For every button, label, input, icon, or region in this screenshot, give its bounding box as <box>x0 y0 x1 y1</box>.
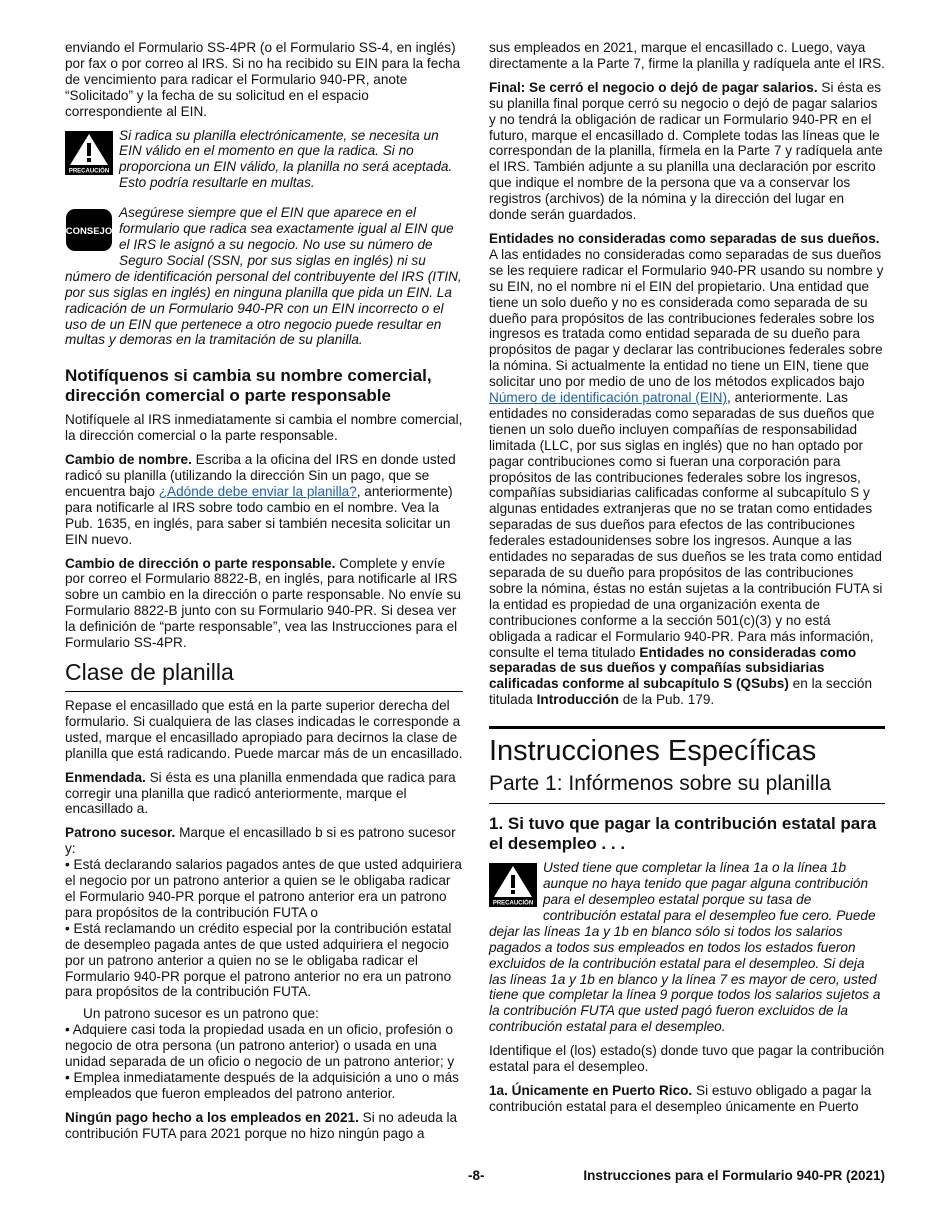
caution-icon <box>489 863 537 907</box>
address-change-head: Cambio de dirección o parte responsable. <box>65 555 336 571</box>
section-divider <box>489 726 885 729</box>
notify-paragraph: Notifíquele al IRS inmediatamente si cambia el nombre comercial, la dirección comercial o la parte responsable. <box>65 412 463 444</box>
puerto-rico-head: 1a. Únicamente en Puerto Rico. <box>489 1082 693 1098</box>
tip-icon <box>65 208 113 252</box>
amended-head: Enmendada. <box>65 769 146 785</box>
caution-icon <box>65 131 113 175</box>
caution-icon-label: PRECAUCIÓN <box>492 900 534 907</box>
disregarded-head: Entidades no consideradas como separadas de sus dueños. <box>489 230 880 246</box>
amended-text: Si ésta es una planilla enmendada que radica para corregir una planilla que radicó anteriormente, marque el encasillado a. <box>65 769 456 817</box>
tip-text: Asegúrese siempre que el EIN que aparece en el formulario que radica sea exactamente igual al EIN que el IRS le asignó a su negocio. No use su número de Seguro Social (SSN, por sus siglas en inglés) ni su número de identificación personal del contribuyente del IRS (ITIN, por sus siglas en inglés) en ninguna planilla que pida un EIN. La radicación de un Formulario 940-PR con un EIN incorrecto o el uso de un EIN que pertenece a otro negocio puede resultar en multas y demoras en la tramitación de su planilla. <box>65 205 462 348</box>
line1-heading: 1. Si tuvo que pagar la contribución estatal para el desempleo . . . <box>489 814 877 854</box>
name-change-head: Cambio de nombre. <box>65 452 192 468</box>
continued-paragraph: sus empleados en 2021, marque el encasillado c. Luego, vaya directamente a la Parte 7, firme la planilla y radíquela ante el IRS. <box>489 40 885 71</box>
disregarded-text-b: , anteriormente. Las entidades no consideradas como separadas de sus dueños que tienen un solo dueño incluyen compañías de responsabilidad limitada (LLC, por sus siglas en inglés) que no han optado por pagar contribuciones como si fueran una corporación para propósitos de las contribuciones federales sobre los ingresos, compañías subsidiarias calificadas conforme al subcapítulo S y algunas entidades extranjeras que no se tratan como entidades separadas de sus dueños para efectos de las contribuciones federales estadounidenses sobre los ingresos. Aunque a las entidades no separadas de sus dueños se les trata como entidad separada de su dueño para propósitos de las contribuciones sobre la nómina, éstas no están sujetas a la contribución FUTA si la entidad es propiedad de una organización exenta de contribuciones conforme a la sección 501(c)(3) y no está obligada a radicar el Formulario 940-PR. Para más información, consulte el tema titulado <box>489 390 883 660</box>
caution-text-2: Usted tiene que completar la línea 1a o la línea 1b aunque no haya tenido que pagar alguna contribución para el desempleo estatal porque su tasa de contribución estatal para el desempleo fue cero. Puede dejar las líneas 1a y 1b en blanco sólo si todos los salarios pagados a todos sus empleados en todos los estados fueron excluidos de la contribución estatal para el desempleo. Si deja las líneas 1a y 1b en blanco y la línea 7 es mayor de cero, usted tiene que completar la línea 9 porque todos los salarios sujetos a la contribución FUTA que usted pagó fueron excluidos de la contribución estatal para el desempleo. <box>489 860 881 1035</box>
name-change-text-a: Escriba a la oficina del IRS en donde usted radicó su planilla (utilizando la dirección Sin un pago, que se encuentra bajo <box>65 452 456 499</box>
list-item: • Está reclamando un crédito especial por la contribución estatal de desempleo pagada antes de que usted adquiriera el negocio por un patrono anterior a quien no se le obligaba radicar el Formulario 940-PR porque el patrono anterior no era un patrono para propósitos de la contribución FUTA. <box>65 920 452 1000</box>
address-change-paragraph <box>65 556 463 651</box>
final-text: Si ésta es su planilla final porque cerró su negocio o dejó de pagar salarios y no tendrá la obligación de radicar un Formulario 940-PR en el futuro, marque el encasillado d. Complete todas las líneas que le correspondan de la planilla, fírmela en la Parte 7 y radíquela ante el IRS. También adjunte a su planilla una declaración por escrito que indique el nombre de la persona que va a conservar los registros (archivos) de la nómina y la dirección del lugar en donde serán guardados. <box>489 79 883 223</box>
specific-instructions-heading: Instrucciones Específicas <box>489 735 817 768</box>
list-item: • Adquiere casi toda la propiedad usada en un oficio, profesión o negocio de otra persona (un patrono anterior) o usada en una unidad separada de un oficio o negocio de un patrono anterior; y <box>65 1022 455 1070</box>
notify-heading: Notifíquenos si cambia su nombre comercial, dirección comercial o parte responsable <box>65 366 432 406</box>
where-to-file-link[interactable]: ¿Adónde debe enviar la planilla? <box>158 483 357 499</box>
ein-link[interactable]: Número de identificación patronal (EIN) <box>489 390 728 406</box>
tip-icon-label: CONSEJO <box>65 226 113 238</box>
address-change-text: Complete y envíe por correo el Formulario 8822-B, en inglés, para notificarle al IRS sobre un cambio en la dirección o parte responsable. No envíe su Formulario 8822-B junto con su Formulario 940-PR. Si desea ver la definición de “parte responsable”, vea las Instrucciones para el Formulario SS-4PR. <box>65 555 461 651</box>
caution-text: Si radica su planilla electrónicamente, se necesita un EIN válido en el momento en que la radica. Si no proporciona un EIN válido, la planilla no será aceptada. Esto podría resultarle en multas. <box>119 127 453 191</box>
left-column <box>65 40 463 1150</box>
successor-definition: Un patrono sucesor es un patrono que: <box>83 1006 319 1022</box>
part1-heading: Parte 1: Infórmenos sobre su planilla <box>489 771 885 804</box>
puerto-rico-paragraph <box>489 1083 885 1115</box>
disregarded-text-c: en la sección titulada <box>489 676 873 708</box>
return-type-heading: Clase de planilla <box>65 659 463 692</box>
footer-title: Instrucciones para el Formulario 940-PR (2021) <box>583 1168 885 1183</box>
final-head: Final: Se cerró el negocio o dejó de pagar salarios. <box>489 79 818 95</box>
successor-text: Marque el encasillado b si es patrono sucesor y: <box>65 825 456 857</box>
disregarded-bold-topic: Entidades no consideradas como separadas de sus dueños y compañías subsidiarias calificadas conforme al subcapítulo S (QSubs) <box>489 644 857 692</box>
successor-head: Patrono sucesor. <box>65 825 176 841</box>
no-payments-paragraph <box>65 1110 463 1142</box>
disregarded-text-d: de la Pub. 179. <box>622 692 715 708</box>
amended-paragraph <box>65 770 463 818</box>
disregarded-text-a: A las entidades no consideradas como separadas de sus dueños se les requiere radicar el Formulario 940-PR usando su nombre y su EIN, no el nombre ni el EIN del propietario. Una entidad que tiene un solo dueño y no es considerada como separada de su dueño para propósitos de las contribuciones federales sobre los ingresos es tratada como entidad separada de su dueño para propósitos de pagar y declarar las contribuciones federales sobre la nómina. Si actualmente la entidad no tiene un EIN, tiene que solicitar uno por medio de uno de los métodos explicados bajo <box>489 246 884 390</box>
list-item: • Está declarando salarios pagados antes de que usted adquiriera el negocio por un patrono anterior a quien se le obligaba radicar el Formulario 940-PR porque el patrono anterior era un patrono para propósitos de la contribución FUTA o <box>65 857 462 920</box>
puerto-rico-text: Si estuvo obligado a pagar la contribución estatal para el desempleo únicamente en Puerto <box>489 1082 872 1114</box>
list-item: • Emplea inmediatamente después de la adquisición a uno o más empleados que fueron empleados del patrono anterior. <box>65 1069 459 1101</box>
no-payments-head: Ningún pago hecho a los empleados en 2021. <box>65 1109 359 1125</box>
final-paragraph <box>489 80 885 223</box>
identify-states-paragraph: Identifique el (los) estado(s) donde tuvo que pagar la contribución estatal para el desempleo. <box>489 1043 885 1075</box>
right-column <box>489 40 885 1123</box>
successor-paragraph <box>65 825 463 857</box>
name-change-paragraph <box>65 452 463 547</box>
no-payments-text: Si no adeuda la contribución FUTA para 2021 porque no hizo ningún pago a <box>65 1109 458 1141</box>
tip-note <box>65 205 463 348</box>
caution-note <box>65 128 463 192</box>
disregarded-entities-paragraph <box>489 231 885 708</box>
name-change-text-b: , anteriormente) para notificarle al IRS sobre todo cambio en el nombre. Vea la Pub. 1635, en inglés, para saber si también necesita solicitar un EIN nuevo. <box>65 483 453 547</box>
intro-paragraph: enviando el Formulario SS-4PR (o el Formulario SS-4, en inglés) por fax o por correo al IRS. Si no ha recibido su EIN para la fecha de vencimiento para radicar el Formulario 940-PR, anote “Solicitado” y la fecha de su solicitud en el espacio correspondiente al EIN. <box>65 40 461 119</box>
return-type-paragraph: Repase el encasillado que está en la parte superior derecha del formulario. Si cualquiera de las clases indicadas le corresponde a usted, marque el encasillado apropiado para decirnos la clase de planilla que está radicando. Puede marcar más de un encasillado. <box>65 698 463 761</box>
caution-icon-label: PRECAUCIÓN <box>68 168 110 175</box>
caution-note-2 <box>489 860 885 1035</box>
disregarded-bold-section: Introducción <box>536 692 619 708</box>
page-number: -8- <box>468 1168 485 1183</box>
